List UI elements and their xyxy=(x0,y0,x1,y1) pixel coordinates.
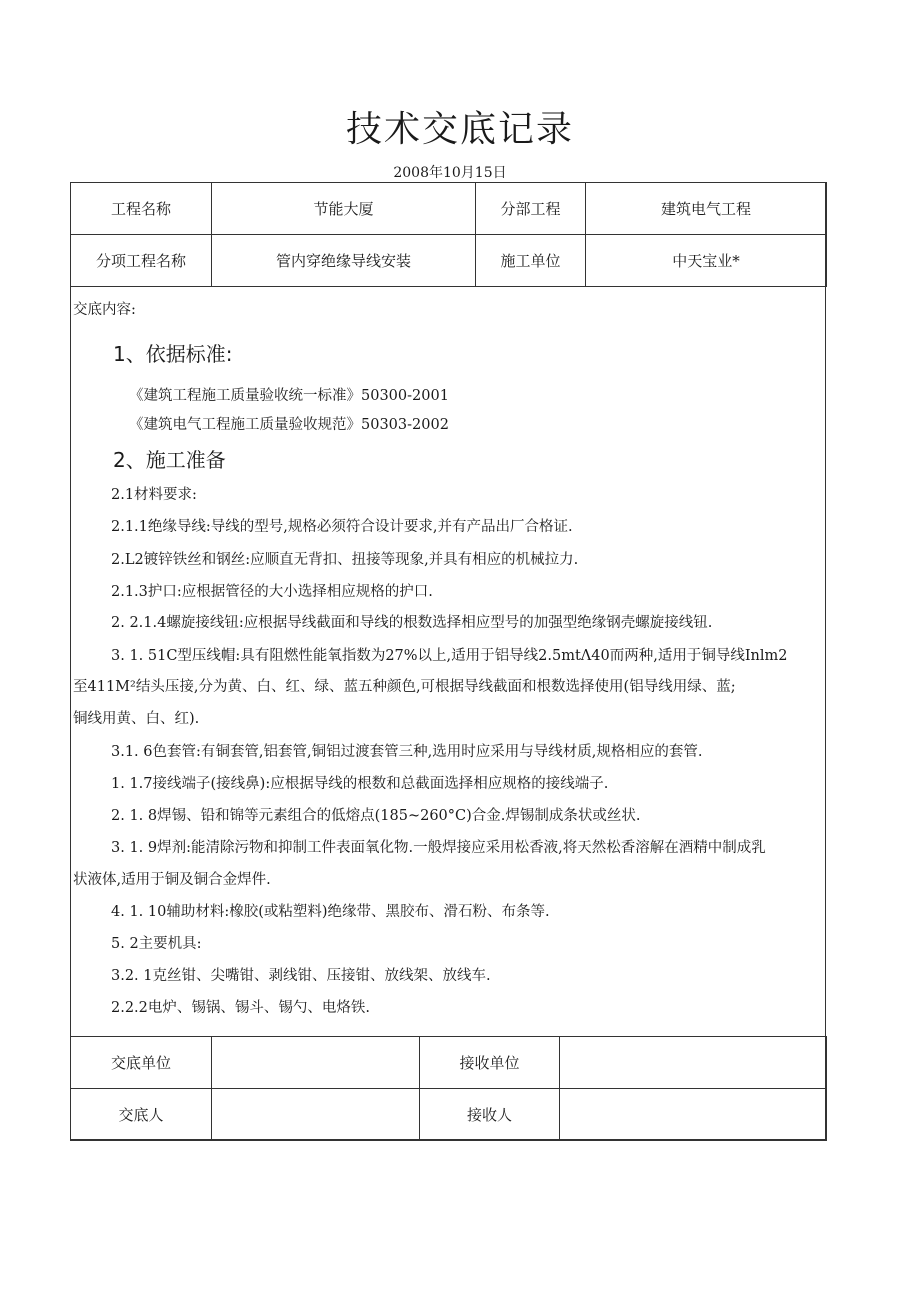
signature-row xyxy=(71,1089,827,1141)
handover-unit-label: 交底单位 xyxy=(71,1037,212,1089)
section-heading: 1、依据标准: xyxy=(113,342,233,366)
receiver-unit-field[interactable] xyxy=(560,1037,827,1089)
content-line: 3. 1. 51C型压线帽:具有阻燃性能氧指数为27%以上,适用于铝导线2.5mtΛ40而两种,适用于铜导线Inlm2 xyxy=(111,648,788,664)
subitem-value: 管内穿绝缘导线安装 xyxy=(212,235,476,287)
content-line-continued: 状液体,适用于铜及铜合金焊件. xyxy=(73,872,271,888)
subitem-label: 分项工程名称 xyxy=(71,235,212,287)
handover-person-label: 交底人 xyxy=(71,1089,212,1141)
content-line: 4. 1. 10辅助材料:橡胶(或粘塑料)绝缘带、黑胶布、滑石粉、布条等. xyxy=(111,904,550,920)
project-info-row xyxy=(71,183,827,235)
content-line: 2.2.2电炉、锡锅、锡斗、锡勺、电烙铁. xyxy=(111,1000,371,1016)
signature-table xyxy=(70,1036,827,1141)
content-line: 3.1. 6色套管:有铜套管,铝套管,铜铝过渡套管三种,选用时应采用与导线材质,规格相应的套管. xyxy=(111,744,703,760)
project-name-value: 节能大厦 xyxy=(212,183,476,235)
content-line: 2. 1. 8焊锡、铅和锦等元素组合的低熔点(185~260°C)合金.焊锡制成条状或丝状. xyxy=(111,808,641,824)
content-line-continued: 铜线用黄、白、红). xyxy=(73,711,200,727)
document-title: 技术交底记录 xyxy=(345,109,574,150)
content-line: 3. 1. 9焊剂:能清除污物和抑制工件表面氧化物.一般焊接应采用松香液,将天然松香溶解在酒精中制成乳 xyxy=(111,840,766,856)
project-name-label: 工程名称 xyxy=(71,183,212,235)
contractor-value: 中天宝业* xyxy=(586,235,827,287)
standard-line: 《建筑工程施工质量验收统一标准》50300-2001 xyxy=(129,388,449,404)
standard-line: 《建筑电气工程施工质量验收规范》50303-2002 xyxy=(129,417,449,433)
section-heading: 2、施工准备 xyxy=(113,448,226,472)
receiver-person-label: 接收人 xyxy=(420,1089,560,1141)
content-line: 2.L2镀锌铁丝和钢丝:应顺直无背扣、扭接等现象,并具有相应的机械拉力. xyxy=(111,552,579,568)
content-line: 2.1材料要求: xyxy=(111,487,197,503)
project-info-row xyxy=(71,235,827,287)
content-line: 2.1.1绝缘导线:导线的型号,规格必须符合设计要求,并有产品出厂合格证. xyxy=(111,519,573,535)
content-line: 3.2. 1克丝钳、尖嘴钳、剥线钳、压接钳、放线架、放线车. xyxy=(111,968,491,984)
content-line-continued: 至411M²结头压接,分为黄、白、红、绿、蓝五种颜色,可根据导线截面和根数选择使用(铝导线用绿、蓝; xyxy=(73,679,736,695)
receiver-unit-label: 接收单位 xyxy=(420,1037,560,1089)
document-date: 2008年10月15日 xyxy=(393,165,507,181)
content-line: 2.1.3护口:应根据管径的大小选择相应规格的护口. xyxy=(111,584,433,600)
content-line: 1. 1.7接线端子(接线鼻):应根据导线的根数和总截面选择相应规格的接线端子. xyxy=(111,776,609,792)
content-line: 2. 2.1.4螺旋接线钮:应根据导线截面和导线的根数选择相应型号的加强型绝缘钢壳螺旋接线钮. xyxy=(111,615,713,631)
receiver-person-field[interactable] xyxy=(560,1089,827,1141)
handover-person-field[interactable] xyxy=(212,1089,420,1141)
project-info-table xyxy=(70,182,827,287)
division-value: 建筑电气工程 xyxy=(586,183,827,235)
content-line: 5. 2主要机具: xyxy=(111,936,202,952)
signature-row xyxy=(71,1037,827,1089)
content-label: 交底内容: xyxy=(73,302,136,318)
handover-unit-field[interactable] xyxy=(212,1037,420,1089)
contractor-label: 施工单位 xyxy=(476,235,586,287)
division-label: 分部工程 xyxy=(476,183,586,235)
handover-content xyxy=(71,288,825,1036)
